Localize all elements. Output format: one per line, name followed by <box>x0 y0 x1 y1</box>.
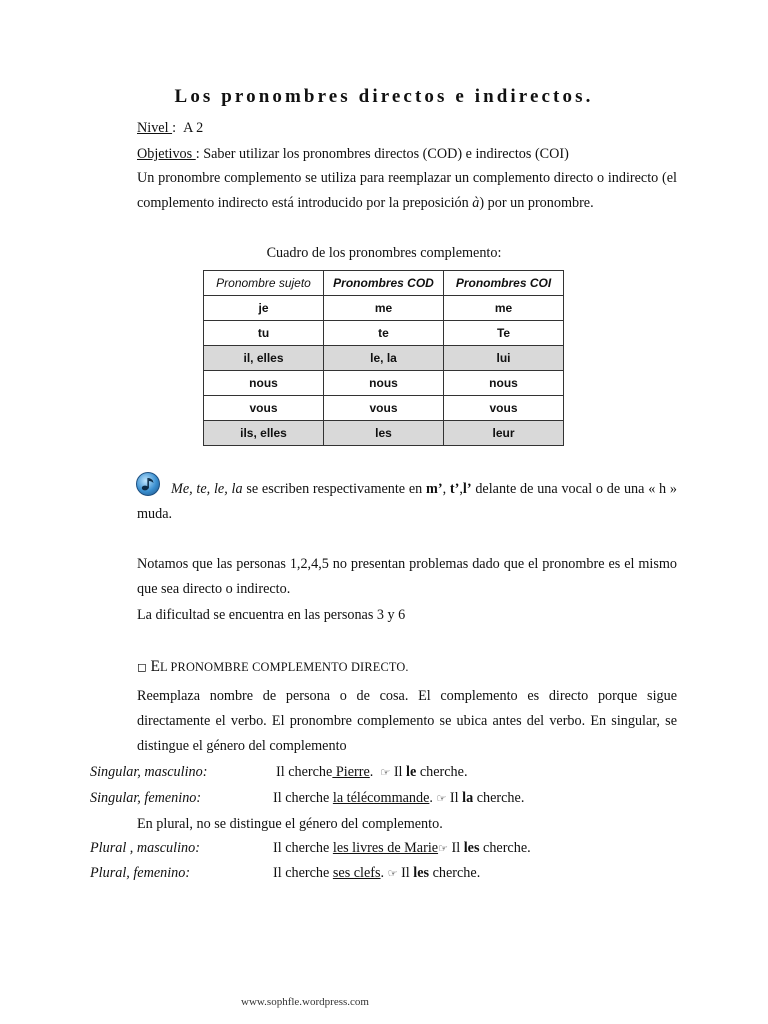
elision-comma: , <box>459 481 463 497</box>
table-row <box>204 346 564 371</box>
section-heading-cap: E <box>150 658 160 675</box>
table-cell: me <box>444 296 564 321</box>
intro-paragraph <box>137 166 677 216</box>
example-label: Singular, femenino: <box>90 790 202 806</box>
objetivos-text: : Saber utilizar los pronombres directos (COD) e indirectos (COI) <box>195 146 569 162</box>
example-pronoun: le <box>406 764 417 780</box>
example-dot: . <box>369 764 374 780</box>
dificultad-line: La dificultad se encuentra en las personas 3 y 6 <box>137 607 406 623</box>
pointing-hand-icon: ☞ <box>380 766 391 779</box>
example-object: la télécommande <box>332 790 430 806</box>
example-pre: Il cherche <box>273 865 333 881</box>
table-caption <box>0 245 768 262</box>
nivel-line <box>137 119 203 137</box>
table-cell: vous <box>444 396 564 421</box>
example-result-post: cherche. <box>429 865 481 881</box>
objetivos-line <box>137 145 569 163</box>
pointing-hand-icon: ☞ <box>387 867 398 880</box>
table-cell: je <box>204 296 324 321</box>
table-cell: Te <box>444 321 564 346</box>
example-object: Pierre <box>332 764 370 780</box>
table-cell: lui <box>444 346 564 371</box>
example-result-post: cherche. <box>473 790 525 806</box>
elision-comma: , <box>442 481 450 497</box>
example-pronoun: la <box>462 790 474 806</box>
table-cell: le, la <box>324 346 444 371</box>
table-row <box>204 396 564 421</box>
table-row <box>204 371 564 396</box>
example-result-pre: Il <box>390 764 407 780</box>
table-header-row <box>204 271 564 296</box>
reemplaza-paragraph <box>137 684 677 759</box>
section-heading <box>137 658 409 676</box>
nivel-value: A 2 <box>183 120 204 136</box>
example-label: Singular, masculino: <box>90 764 208 780</box>
table-caption-text: Cuadro de los pronombres complemento: <box>266 245 502 261</box>
header-coi: Pronombres COI <box>444 271 564 296</box>
table-cell: me <box>324 296 444 321</box>
example-result-post: cherche. <box>416 764 468 780</box>
table-cell: nous <box>204 371 324 396</box>
table-cell: il, elles <box>204 346 324 371</box>
example-sentence <box>273 840 531 857</box>
example-pronoun: les <box>413 865 430 881</box>
example-sentence <box>273 865 480 882</box>
page-title: Los pronombres directos e indirectos. <box>174 86 594 107</box>
elision-paragraph <box>137 477 677 527</box>
header-sujeto: Pronombre sujeto <box>204 271 324 296</box>
example-dot: . <box>429 790 433 806</box>
example-pre: Il cherche <box>276 764 333 780</box>
example-pronoun: les <box>463 840 480 856</box>
pointing-hand-icon: ☞ <box>438 842 448 855</box>
header-cod: Pronombres COD <box>324 271 444 296</box>
nivel-sep: : <box>172 120 177 136</box>
table-cell: les <box>324 421 444 446</box>
objetivos-label: Objetivos <box>137 146 196 162</box>
table-cell: nous <box>324 371 444 396</box>
elision-m: m’ <box>426 481 443 497</box>
table-cell: vous <box>324 396 444 421</box>
notamos-text: Notamos que las personas 1,2,4,5 no presentan problemas dado que el pronombre es el mismo que sea directo o indirecto. <box>137 556 677 597</box>
intro-preposition: à <box>472 195 480 211</box>
checkbox-bullet-icon: ◻ <box>137 660 147 674</box>
table-row <box>204 321 564 346</box>
example-object: ses clefs <box>332 865 381 881</box>
elision-mid: se escriben respectivamente en <box>242 481 427 497</box>
notamos-paragraph <box>137 552 677 602</box>
table-cell: nous <box>444 371 564 396</box>
table-row <box>204 296 564 321</box>
example-result-post: cherche. <box>479 840 531 856</box>
example-object: les livres de Marie <box>332 840 439 856</box>
example-sentence <box>276 764 468 781</box>
example-dot: . <box>380 865 385 881</box>
table-row <box>204 421 564 446</box>
table-cell: vous <box>204 396 324 421</box>
example-pre: Il cherche <box>273 840 333 856</box>
table-cell: te <box>324 321 444 346</box>
elision-end: delante de una vocal o de una « h » muda. <box>137 481 677 522</box>
plural-note: En plural, no se distingue el género del complemento. <box>137 816 443 832</box>
section-heading-rest: L PRONOMBRE COMPLEMENTO DIRECTO. <box>159 660 409 674</box>
table-cell: tu <box>204 321 324 346</box>
elision-words: Me, te, le, la <box>171 481 243 497</box>
nivel-label: Nivel <box>137 120 173 136</box>
table-cell: leur <box>444 421 564 446</box>
example-result-pre: Il <box>447 840 464 856</box>
elision-l: l’ <box>462 481 472 497</box>
reemplaza-text: Reemplaza nombre de persona o de cosa. El complemento es directo porque sigue directamente el verbo. El pronombre complemento se ubica antes del verbo. En singular, se distingue el género del complemento <box>137 688 677 754</box>
example-label: Plural, femenino: <box>90 865 191 881</box>
footer-url: www.sophfle.wordpress.com <box>241 996 369 1008</box>
elision-t: t’ <box>449 481 460 497</box>
example-result-pre: Il <box>446 790 463 806</box>
pointing-hand-icon: ☞ <box>436 792 447 805</box>
example-pre: Il cherche <box>273 790 333 806</box>
table-cell: ils, elles <box>204 421 324 446</box>
example-label: Plural , masculino: <box>90 840 200 856</box>
intro-text-a: Un pronombre complemento se utiliza para reemplazar un complemento directo o indirecto (el complemento indirecto está introducido por la preposición <box>137 170 677 211</box>
example-result-pre: Il <box>397 865 414 881</box>
intro-text-b: ) por un pronombre. <box>479 195 594 211</box>
example-sentence <box>273 790 524 807</box>
pronoun-table <box>203 270 564 446</box>
